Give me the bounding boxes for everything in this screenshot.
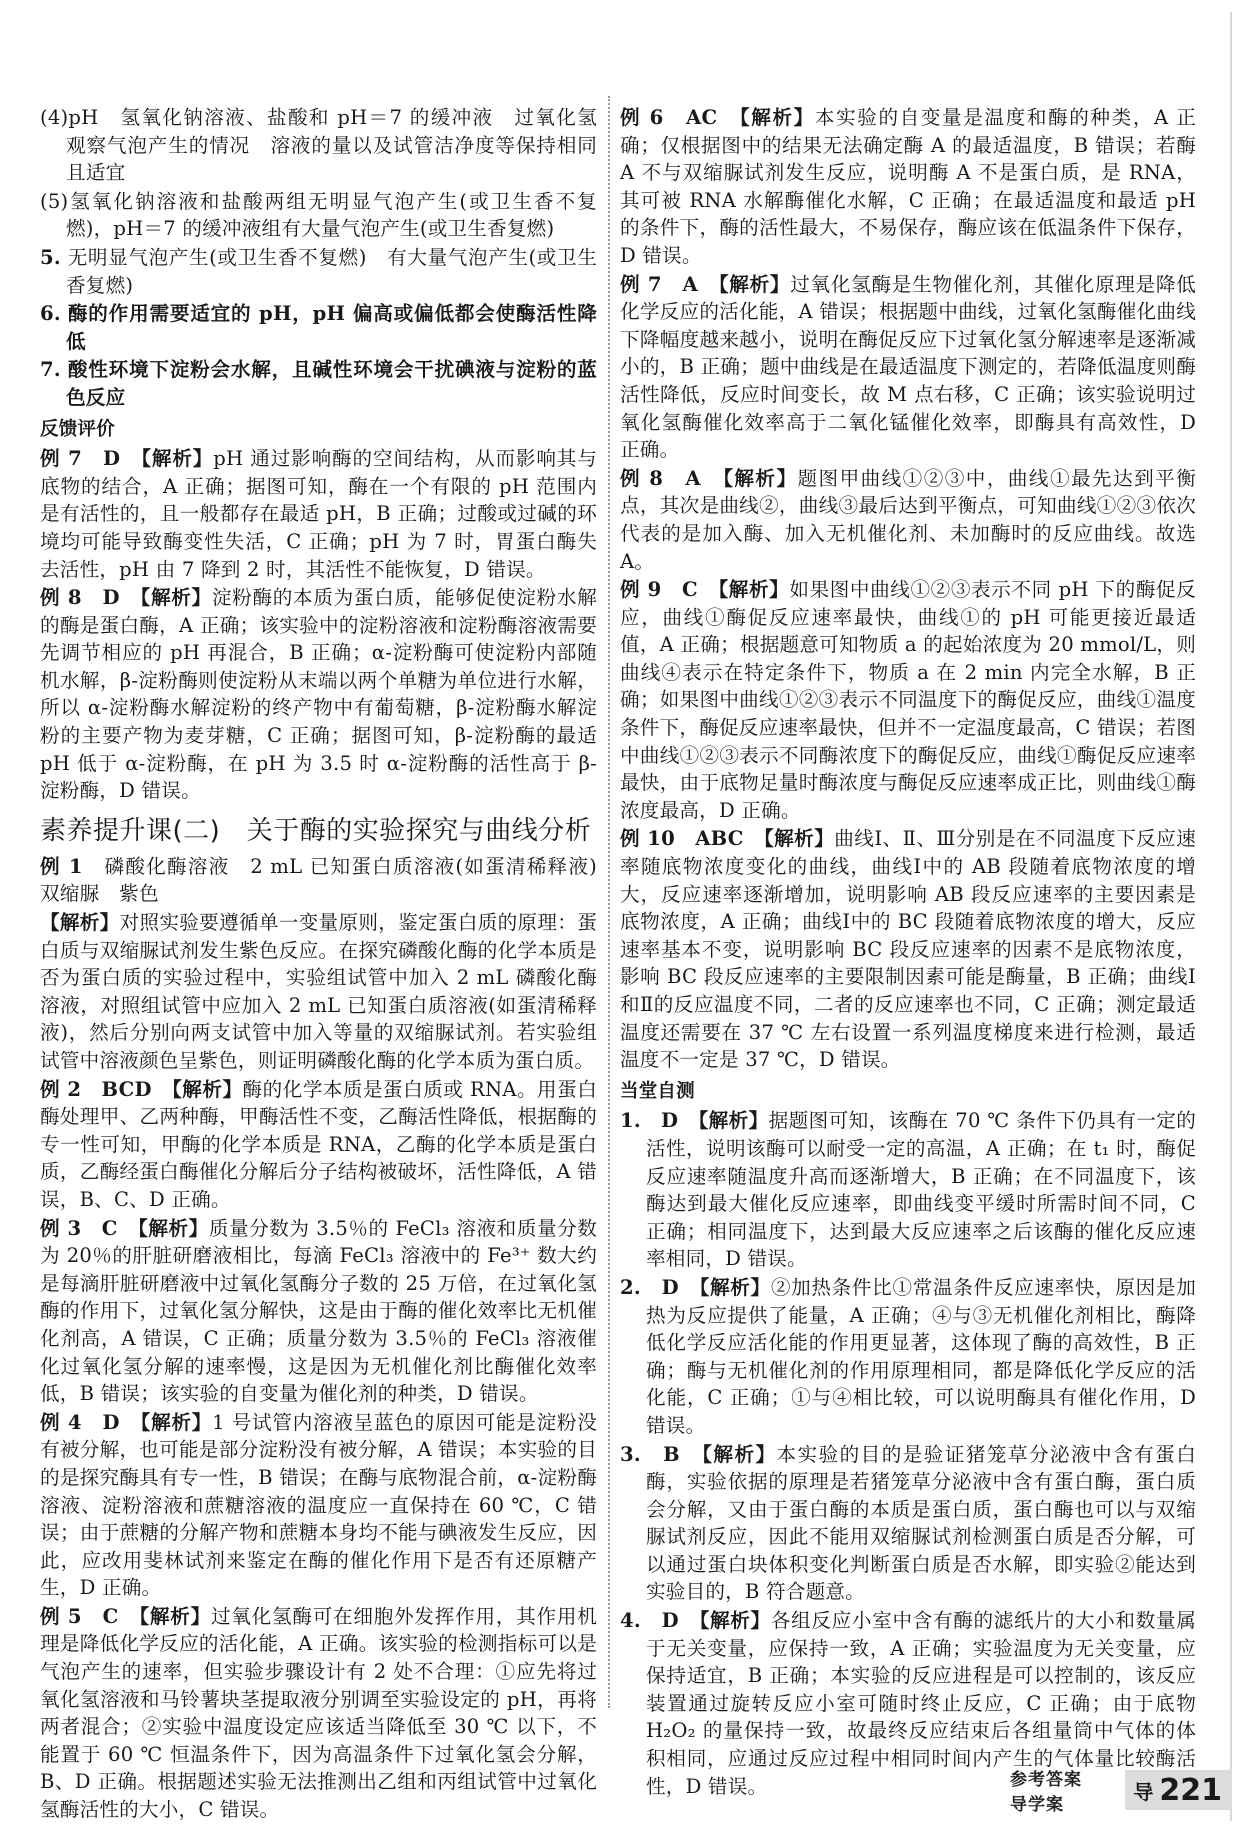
answer-item: 5. 无明显气泡产生(或卫生香不复燃) 有大量气泡产生(或卫生香复燃): [40, 245, 597, 297]
section-title: 素养提升课(二) 关于酶的实验探究与曲线分析: [40, 815, 592, 846]
page-edge-line: [1230, 12, 1232, 1821]
page-number: 221: [1159, 1772, 1222, 1808]
footer-label: 参考答案 导学案: [1010, 1770, 1100, 1815]
example-item: 例 9 C 【解析】如果图中曲线①②③表示不同 pH 下的酶促反应，曲线①酶促反应速率最快，曲线①的 pH 可能更接近最适值，A 正确；根据题意可知物质 a 的起始浓度为 20 mmol/L，则曲线④表示在特定条件下，物质 a 在 2 min 内完全水解，B 正确；如果图中曲线①②③表示不同温度下的酶促反应，曲线①温度条件下，酶促反应速率最快，但并不一定温度最高，C 错误；若图中曲线①②③表示不同酶浓度下的酶促反应，曲线①酶促反应速率最快，由于底物足量时酶浓度与酶促反应速率成正比，则曲线①酶浓度最高，D 正确。: [620, 578, 1196, 822]
answer-item: 7. 酸性环境下淀粉会水解，且碱性环境会干扰碘液与淀粉的蓝色反应: [40, 358, 597, 409]
example-item: 例 10 ABC 【解析】曲线Ⅰ、Ⅱ、Ⅲ分别是在不同温度下反应速率随底物浓度变化的曲线，曲线Ⅰ中的 AB 段随着底物浓度的增大，反应速率逐渐增加，说明影响 AB 段反应速率的主要因素是底物浓度，A 正确；曲线Ⅰ中的 BC 段随着底物浓度的增大，反应速率基本不变，说明影响 BC 段反应速率的因素不是底物浓度，影响 BC 段反应速率的主要限制因素可能是酶量，B 正确；曲线Ⅰ和Ⅱ的反应温度不同，二者的反应速率也不同，C 正确；测定最适温度还需要在 37 ℃ 左右设置一系列温度梯度来进行检测，最适温度不一定是 37 ℃，D 错误。: [620, 827, 1196, 1072]
example-item: 例 4 D 【解析】1 号试管内溶液呈蓝色的原因可能是淀粉没有被分解，也可能是部分淀粉没有被分解，A 错误；本实验的目的是探究酶具有专一性，B 错误；在酶与底物混合前，α-淀粉酶溶液、淀粉溶液和蔗糖溶液的温度应一直保持在 60 ℃，C 错误；由于蔗糖的分解产物和蔗糖本身均不能与碘液发生反应，因此，应改用斐林试剂来鉴定在酶的催化作用下是否有还原糖产生，D 正确。: [40, 1410, 598, 1600]
example-item: 例 5 C 【解析】过氧化氢酶可在细胞外发挥作用，其作用机理是降低化学反应的活化能，A 正确。该实验的检测指标可以是气泡产生的速率，但实验步骤设计有 2 处不合理：①应先将过氧化氢溶液和马铃薯块茎提取液分别调至实验设定的 pH，再将两者混合；②实验中温度设定应该适当降低至 30 ℃ 以下，不能置于 60 ℃ 恒温条件下，因为高温条件下过氧化氢会分解，B、D 正确。根据题述实验无法推测出乙组和丙组试管中过氧化氢酶活性的大小，C 错误。: [40, 1604, 597, 1822]
page-number-badge: [1125, 1770, 1232, 1810]
test-item: 4. D 【解析】各组反应小室中含有酶的滤纸片的大小和数量属于无关变量，应保持一致，A 正确；实验温度为无关变量，应保持适宜，B 正确；本实验的反应进程是可以控制的，该反应装置通过旋转反应小室可随时终止反应，C 正确；由于底物 H₂O₂ 的量保持一致，故最终反应结束后各组量筒中气体的体积相同，应通过反应过程中相同时间内产生的气体量比较酶活性，D 错误。: [620, 1609, 1197, 1798]
example-item: 例 3 C 【解析】质量分数为 3.5％的 FeCl₃ 溶液和质量分数为 20％的肝脏研磨液相比，每滴 FeCl₃ 溶液中的 Fe³⁺ 数大约是每滴肝脏研磨液中过氧化氢酶分子数的 25 万倍，在过氧化氢酶的作用下，过氧化氢分解快，这是由于酶的催化效率比无机催化剂高，A 错误，C 正确；质量分数为 3.5％的 FeCl₃ 溶液催化过氧化氢分解的速率慢，这是因为无机催化剂比酶催化效率低，B 错误；该实验的自变量为催化剂的种类，D 错误。: [40, 1216, 598, 1406]
left-column: [40, 104, 617, 1825]
example-item: 例 1 磷酸化酶溶液 2 mL 已知蛋白质溶液(如蛋清稀释液) 双缩脲 紫色: [40, 854, 617, 906]
feedback-heading: 反馈评价: [40, 418, 115, 440]
answer-item: 6. 酶的作用需要适宜的 pH，pH 偏高或偏低都会使酶活性降低: [40, 302, 597, 353]
example-item: 例 2 BCD 【解析】酶的化学本质是蛋白质或 RNA。用蛋白酶处理甲、乙两种酶，甲酶活性不变，乙酶活性降低，根据酶的专一性可知，甲酶的化学本质是 RNA，乙酶的化学本质是蛋白质，乙酶经蛋白酶催化分解后分子结构被破坏，活性降低，A 错误，B、C、D 正确。: [40, 1077, 597, 1211]
test-item: 2. D 【解析】②加热条件比①常温条件反应速率快，原因是加热为反应提供了能量，A 正确；④与③无机催化剂相比，酶降低化学反应活化能的作用更显著，这体现了酶的高效性，B 正确；酶与无机催化剂的作用原理相同，都是降低化学反应的活化能，C 正确；①与④相比较，可以说明酶具有催化作用，D 错误。: [620, 1275, 1197, 1437]
example-item: 例 7 D 【解析】pH 通过影响酶的空间结构，从而影响其与底物的结合，A 正确；据图可知，酶在一个有限的 pH 范围内是有活性的，且一般都存在最适 pH，B 正确；过酸或过碱的环境均可能导致酶变性失活，C 正确；pH 为 7 时，胃蛋白酶失去活性，pH 由 7 降到 2 时，其活性不能恢复，D 错误。: [40, 447, 598, 581]
right-column: [620, 104, 1196, 1801]
column-divider: [608, 96, 610, 1708]
answer-item: (5)氢氧化钠溶液和盐酸两组无明显气泡产生(或卫生香不复燃)，pH＝7 的缓冲液组有大量气泡产生(或卫生香复燃): [40, 189, 597, 241]
test-item: 3. B 【解析】本实验的目的是验证猪笼草分泌液中含有蛋白酶，实验依据的原理是若猪笼草分泌液中含有蛋白酶，蛋白质会分解，又由于蛋白酶的本质是蛋白质，蛋白酶也可以与双缩脲试剂反应，因此不能用双缩脲试剂检测蛋白质是否分解，可以通过蛋白块体积变化判断蛋白质是否水解，即实验②能达到实验目的，B 符合题意。: [620, 1442, 1196, 1604]
test-item: 1. D 【解析】据题图可知，该酶在 70 ℃ 条件下仍具有一定的活性，说明该酶可以耐受一定的高温，A 正确；在 t₁ 时，酶促反应速率随温度升高而逐渐增大，B 正确；在不同温度下，该酶达到最大催化反应速率，即曲线变平缓时所需时间不同，C 正确；相同温度下，达到最大反应速率之后该酶的催化反应速率相同，D 错误。: [620, 1109, 1197, 1271]
page-footer: [1010, 1768, 1232, 1815]
example-item: 例 7 A 【解析】过氧化氢酶是生物催化剂，其催化原理是降低化学反应的活化能，A 错误；根据题中曲线，过氧化氢酶催化曲线下降幅度越来越小，说明在酶促反应下过氧化氢分解速率是逐渐减小的，B 正确；题中曲线是在最适温度下测定的，若降低温度则酶活性降低，反应时间变长，故 M 点右移，C 正确；该实验说明过氧化氢酶催化效率高于二氧化锰催化效率，即酶具有高效性，D 正确。: [620, 272, 1197, 462]
example-item: 例 8 A 【解析】题图甲曲线①②③中，曲线①最先达到平衡点，其次是曲线②，曲线③最后达到平衡点，可知曲线①②③依次代表的是加入酶、加入无机催化剂、未加酶时的反应曲线。故选 A。: [620, 466, 1196, 573]
example-item: 【解析】对照实验要遵循单一变量原则，鉴定蛋白质的原理：蛋白质与双缩脲试剂发生紫色反应。在探究磷酸化酶的化学本质是否为蛋白质的实验过程中，实验组试管中加入 2 mL 磷酸化酶溶液，对照组试管中应加入 2 mL 已知蛋白质溶液(如蛋清稀释液)，然后分别向两支试管中加入等量的双缩脲试剂。若实验组试管中溶液颜色呈紫色，则证明磷酸化酶的化学本质为蛋白质。: [40, 911, 597, 1072]
badge-char: 导: [1133, 1779, 1154, 1804]
example-item: 例 8 D 【解析】淀粉酶的本质为蛋白质，能够促使淀粉水解的酶是蛋白酶，A 正确；该实验中的淀粉溶液和淀粉酶溶液需要先调节相应的 pH 再混合，B 正确；α-淀粉酶可使淀粉内部随机水解，β-淀粉酶则使淀粉从末端以两个单糖为单位进行水解，所以 α-淀粉酶水解淀粉的终产物中有葡萄糖，β-淀粉酶水解淀粉的主要产物为麦芽糖，C 正确；据图可知，β-淀粉酶的最适 pH 低于 α-淀粉酶，在 pH 为 3.5 时 α-淀粉酶的活性高于 β-淀粉酶，D 错误。: [40, 586, 597, 803]
example-item: 例 6 AC 【解析】本实验的自变量是温度和酶的种类，A 正确；仅根据图中的结果无法确定酶 A 的最适温度，B 错误；若酶 A 不与双缩脲试剂发生反应，说明酶 A 不是蛋白质，是 RNA，其可被 RNA 水解酶催化水解，C 正确；在最适温度和最适 pH 的条件下，酶的活性最大，不易保存，酶应该在低温条件下保存，D 错误。: [620, 106, 1196, 267]
test-heading: 当堂自测: [620, 1080, 695, 1102]
answer-item: (4)pH 氢氧化钠溶液、盐酸和 pH＝7 的缓冲液 过氧化氢 观察气泡产生的情况 溶液的量以及试管洁净度等保持相同且适宜: [40, 106, 617, 185]
